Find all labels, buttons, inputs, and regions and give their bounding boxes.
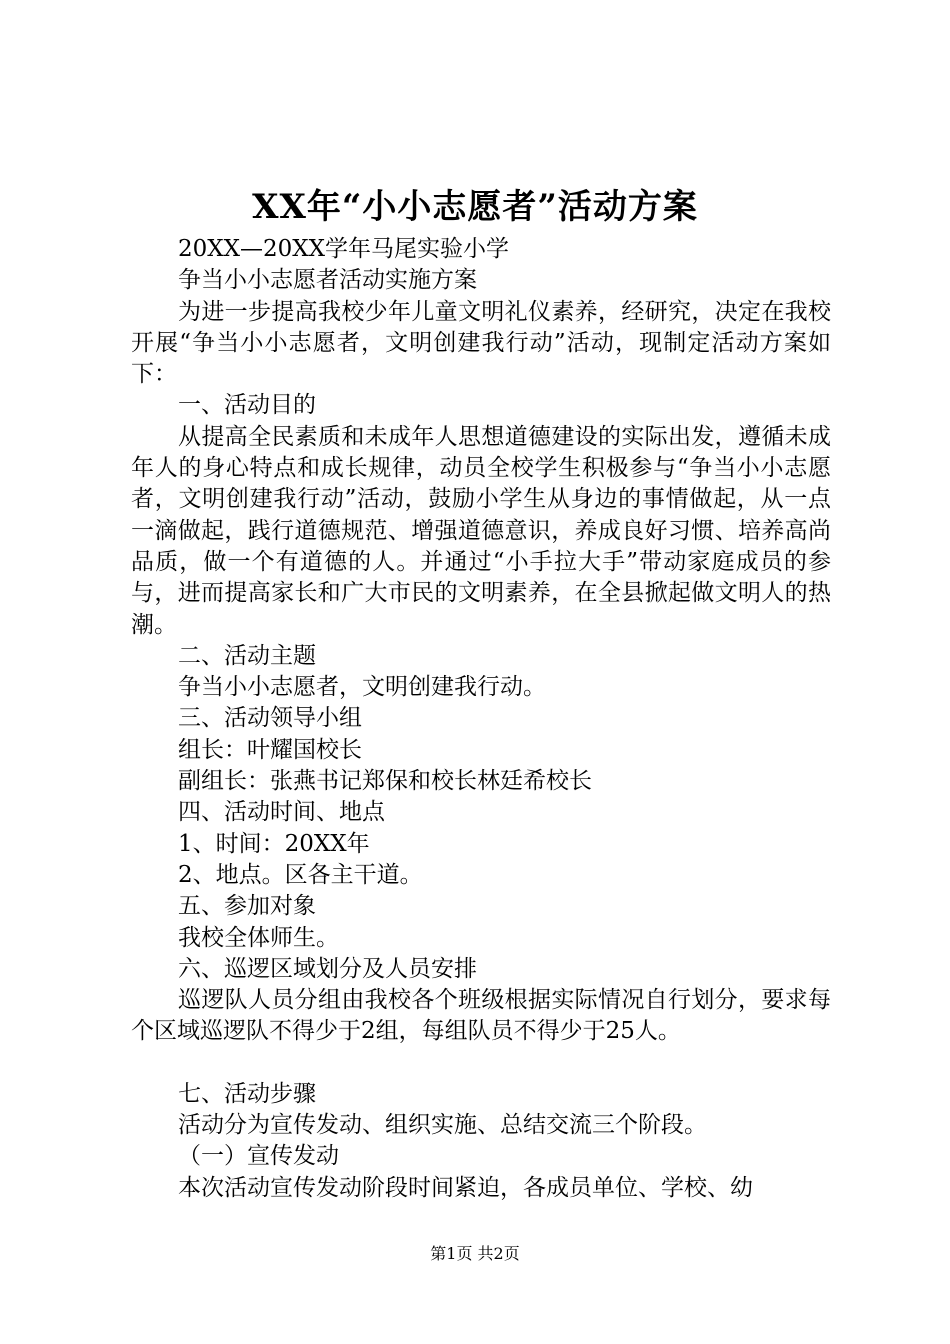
section-heading-time-place: 四、活动时间、地点 bbox=[178, 799, 385, 826]
patrol-paragraph: 巡逻队人员分组由我校各个班级根据实际情况自行划分，要求每个区域巡逻队不得少于2组，每组队员不得少于25人。 bbox=[131, 987, 831, 1045]
place-line: 2、地点。区各主干道。 bbox=[178, 861, 423, 888]
page-footer: 第1页 共2页 bbox=[430, 1244, 520, 1263]
document-title: XX年“小小志愿者”活动方案 bbox=[252, 187, 698, 227]
section-heading-purpose: 一、活动目的 bbox=[178, 392, 316, 419]
document-body bbox=[131, 234, 831, 1204]
steps-paragraph: 活动分为宣传发动、组织实施、总结交流三个阶段。 bbox=[178, 1112, 707, 1139]
subsection-heading-publicity: （一）宣传发动 bbox=[178, 1143, 339, 1170]
section-heading-leadership: 三、活动领导小组 bbox=[178, 705, 362, 732]
section-heading-steps: 七、活动步骤 bbox=[178, 1080, 316, 1107]
school-year-line: 20XX—20XX学年马尾实验小学 bbox=[178, 236, 510, 262]
plan-subtitle: 争当小小志愿者活动实施方案 bbox=[178, 267, 477, 294]
section-heading-patrol: 六、巡逻区域划分及人员安排 bbox=[178, 955, 477, 982]
time-line: 1、时间：20XX年 bbox=[178, 830, 370, 857]
section-heading-participants: 五、参加对象 bbox=[178, 893, 316, 920]
publicity-paragraph: 本次活动宣传发动阶段时间紧迫，各成员单位、学校、幼 bbox=[178, 1174, 753, 1201]
purpose-paragraph: 从提高全民素质和未成年人思想道德建设的实际出发，遵循未成年人的身心特点和成长规律，动员全校学生积极参与“争当小小志愿者，文明创建我行动”活动，鼓励小学生从身边的事情做起，从一点一滴做起，践行道德规范、增强道德意识，养成良好习惯、培养高尚品质，做一个有道德的人。并通过“小手拉大手”带动家庭成员的参与，进而提高家长和广大市民的文明素养，在全县掀起做文明人的热潮。 bbox=[131, 423, 831, 638]
section-heading-theme: 二、活动主题 bbox=[178, 642, 316, 669]
intro-paragraph: 为进一步提高我校少年儿童文明礼仪素养，经研究，决定在我校开展“争当小小志愿者，文明创建我行动”活动，现制定活动方案如下： bbox=[131, 298, 831, 388]
deputy-leader-line: 副组长：张燕书记郑保和校长林廷希校长 bbox=[178, 768, 592, 795]
participants-line: 我校全体师生。 bbox=[178, 924, 339, 951]
leader-line: 组长：叶耀国校长 bbox=[178, 736, 362, 763]
theme-paragraph: 争当小小志愿者，文明创建我行动。 bbox=[178, 674, 546, 701]
